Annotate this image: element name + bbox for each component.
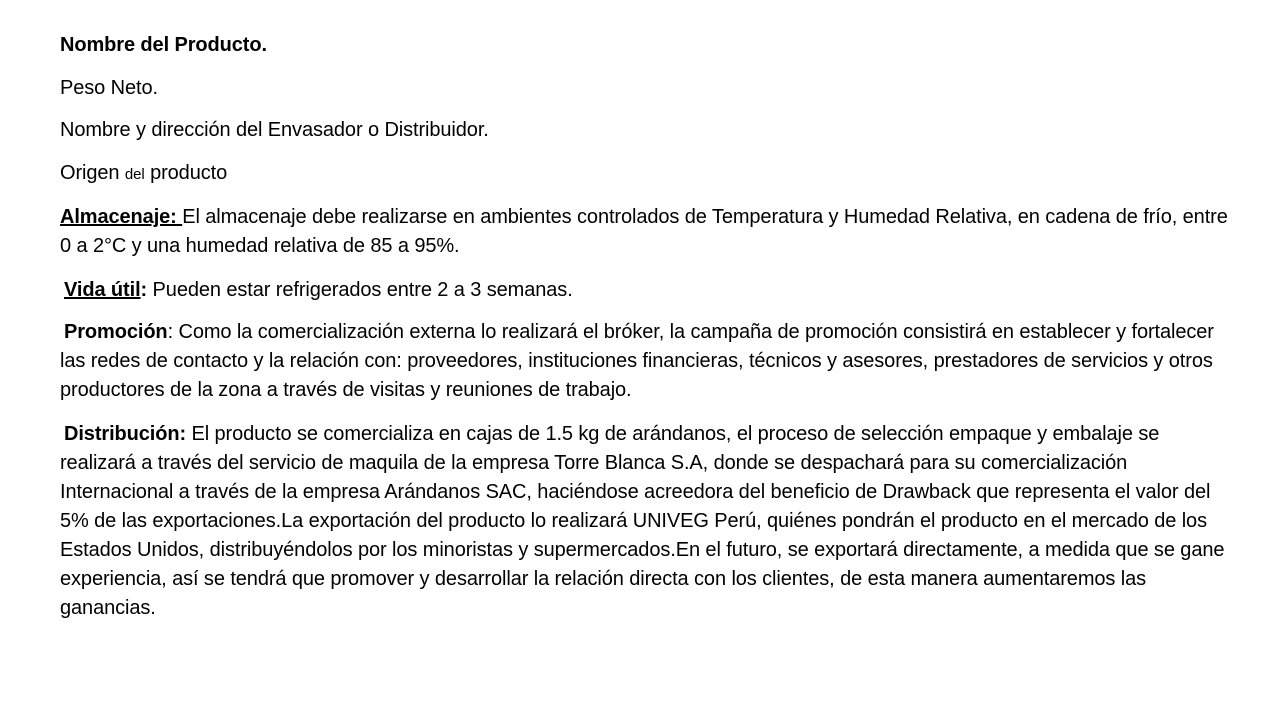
net-weight-line: Peso Neto. [60, 76, 158, 99]
shelf-life-paragraph [60, 276, 1230, 304]
promotion-colon: : [167, 321, 174, 343]
origin-line [60, 159, 1230, 189]
origin-text-2: del [124, 165, 145, 183]
slide-body [60, 31, 1230, 637]
promotion-text: Como la comercialización externa lo realizará el bróker, la campaña de promoción consistirá en establecer y fortalecer las redes de contacto y la relación con: proveedores, instituciones financieras, técnicos y asesores, prestadores de servicios y otros productores de la zona a través de visitas y reuniones de trabajo. [60, 321, 1214, 401]
storage-label: Almacenaje: [60, 206, 183, 228]
origin-text-1: Origen [60, 161, 125, 184]
packer-line: Nombre y dirección del Envasador o Distribuidor. [60, 119, 489, 141]
distribution-paragraph [60, 420, 1230, 623]
product-name-line: Nombre del Producto. [60, 34, 267, 56]
storage-paragraph [60, 203, 1230, 261]
storage-text: El almacenaje debe realizarse en ambientes controlados de Temperatura y Humedad Relativa, en cadena de frío, entre 0 a 2°C y una humedad relativa de 85 a 95%. [60, 206, 1228, 257]
distribution-label: Distribución: [64, 422, 187, 445]
shelf-life-colon: : [140, 278, 148, 301]
promotion-paragraph [60, 318, 1230, 405]
shelf-life-text: Pueden estar refrigerados entre 2 a 3 semanas. [147, 278, 573, 301]
distribution-text: El producto se comercializa en cajas de 1.5 kg de arándanos, el proceso de selección empaque y embalaje se realizará a través del servicio de maquila de la empresa Torre Blanca S.A, donde se despachará para su comercialización Internacional a través de la empresa Arándanos SAC, haciéndose acreedora del beneficio de Drawback que representa el valor del 5% de las exportaciones.La exportación del producto lo realizará UNIVEG Perú, quiénes pondrán el producto en el mercado de los Estados Unidos, distribuyéndolos por los minoristas y supermercados.En el futuro, se exportará directamente, a medida que se gane experiencia, así se tendrá que promover y desarrollar la relación directa con los clientes, de esta manera aumentaremos las ganancias. [60, 422, 1225, 619]
shelf-life-label: Vida útil [64, 278, 141, 301]
promotion-label: Promoción [64, 321, 168, 343]
origin-text-3: producto [144, 161, 228, 184]
